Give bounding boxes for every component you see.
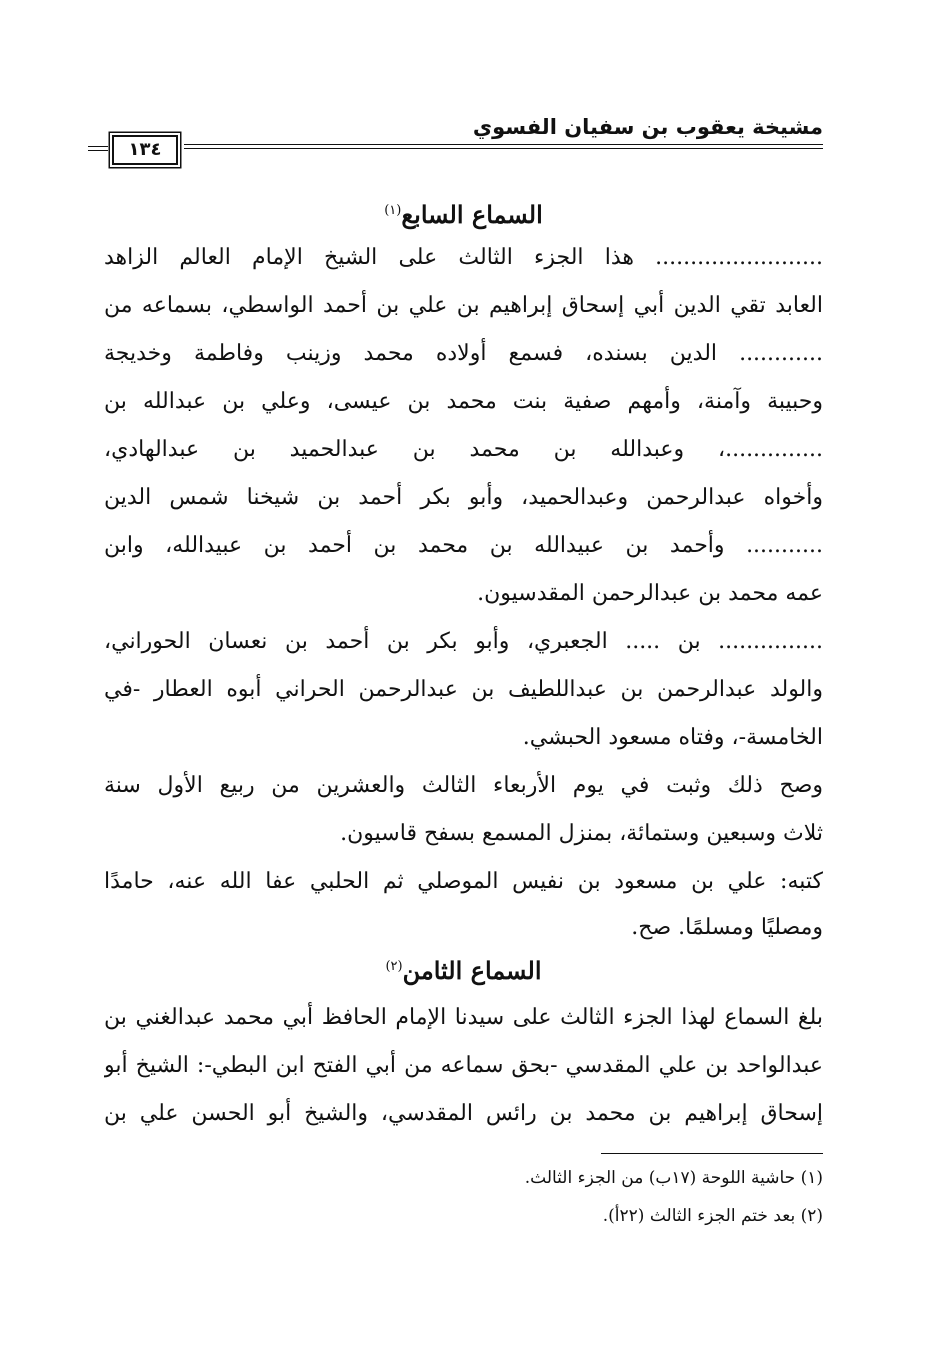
text-line: ومصليًا ومسلمًا. صح. [631,915,823,940]
text-line: ............... بن ..... الجعبري، وأبو بكر بن أحمد بن نعسان الحوراني، [104,629,823,654]
running-title: مشيخة يعقوب بن سفيان الفسوي [472,115,823,139]
text-line: وصح ذلك وثبت في يوم الأربعاء الثالث والعشرين من ربيع الأول سنة [104,773,823,798]
page-number-rule [88,146,108,151]
text-line: ثلاث وسبعين وستمائة، بمنزل المسمع بسفح قاسيون. [340,821,823,846]
text-line: ........................ هذا الجزء الثالث على الشيخ الإمام العالم الزاهد [104,245,823,270]
text-line: والولد عبدالرحمن بن عبداللطيف بن عبدالرحمن الحراني أبوه العطار -في [104,677,823,702]
text-line: وحبيبة وآمنة، وأمهم صفية بنت محمد بن عيسى، وعلي بن عبدالله بن [104,389,823,414]
section-heading-7 [104,194,823,232]
footnote-1: (١) حاشية اللوحة (١٧ب) من الجزء الثالث. [524,1168,823,1188]
text-line: العابد تقي الدين أبي إسحاق إبراهيم بن علي بن أحمد الواسطي، بسماعه من [104,293,823,318]
footnote-rule [601,1153,823,1154]
section-heading-8-text: السماع الثامن [402,956,542,985]
text-line: الخامسة-، وفتاه مسعود الحبشي. [522,725,823,750]
text-line: عبدالواحد بن علي المقدسي -بحق سماعه من أبي الفتح ابن البطي-: الشيخ أبو [104,1053,823,1078]
text-line: إسحاق إبراهيم بن محمد بن رائس المقدسي، والشيخ أبو الحسن علي بن [104,1101,823,1126]
text-line: وأخواه عبدالرحمن وعبدالحميد، وأبو بكر أحمد بن شيخنا شمس الدين [104,485,823,510]
section-heading-8 [104,950,823,988]
text-line: عمه محمد بن عبدالرحمن المقدسيون. [477,581,823,606]
footnote-ref-1: (١) [384,203,402,218]
header-rule [184,144,823,149]
text-line: كتبه: علي بن مسعود بن نفيس الموصلي ثم الحلبي عفا الله عنه، حامدًا [104,869,823,894]
text-line: ........... وأحمد بن عبيدالله بن محمد بن أحمد بن عبيدالله، وابن [104,533,823,558]
text-line: ............ الدين بسنده، فسمع أولاده محمد وزينب وفاطمة وخديجة [104,341,823,366]
footnote-ref-2: (٢) [385,959,403,974]
text-line: بلغ السماع لهذا الجزء الثالث على سيدنا الإمام الحافظ أبي محمد عبدالغني بن [104,1005,823,1030]
page-number: ١٣٤ [112,135,178,165]
footnote-2: (٢) بعد ختم الجزء الثالث (٢٢أ). [602,1206,823,1226]
section-heading-7-text: السماع السابع [401,200,543,229]
text-line: ..............، وعبدالله بن محمد بن عبدالحميد بن عبدالهادي، [104,437,823,462]
